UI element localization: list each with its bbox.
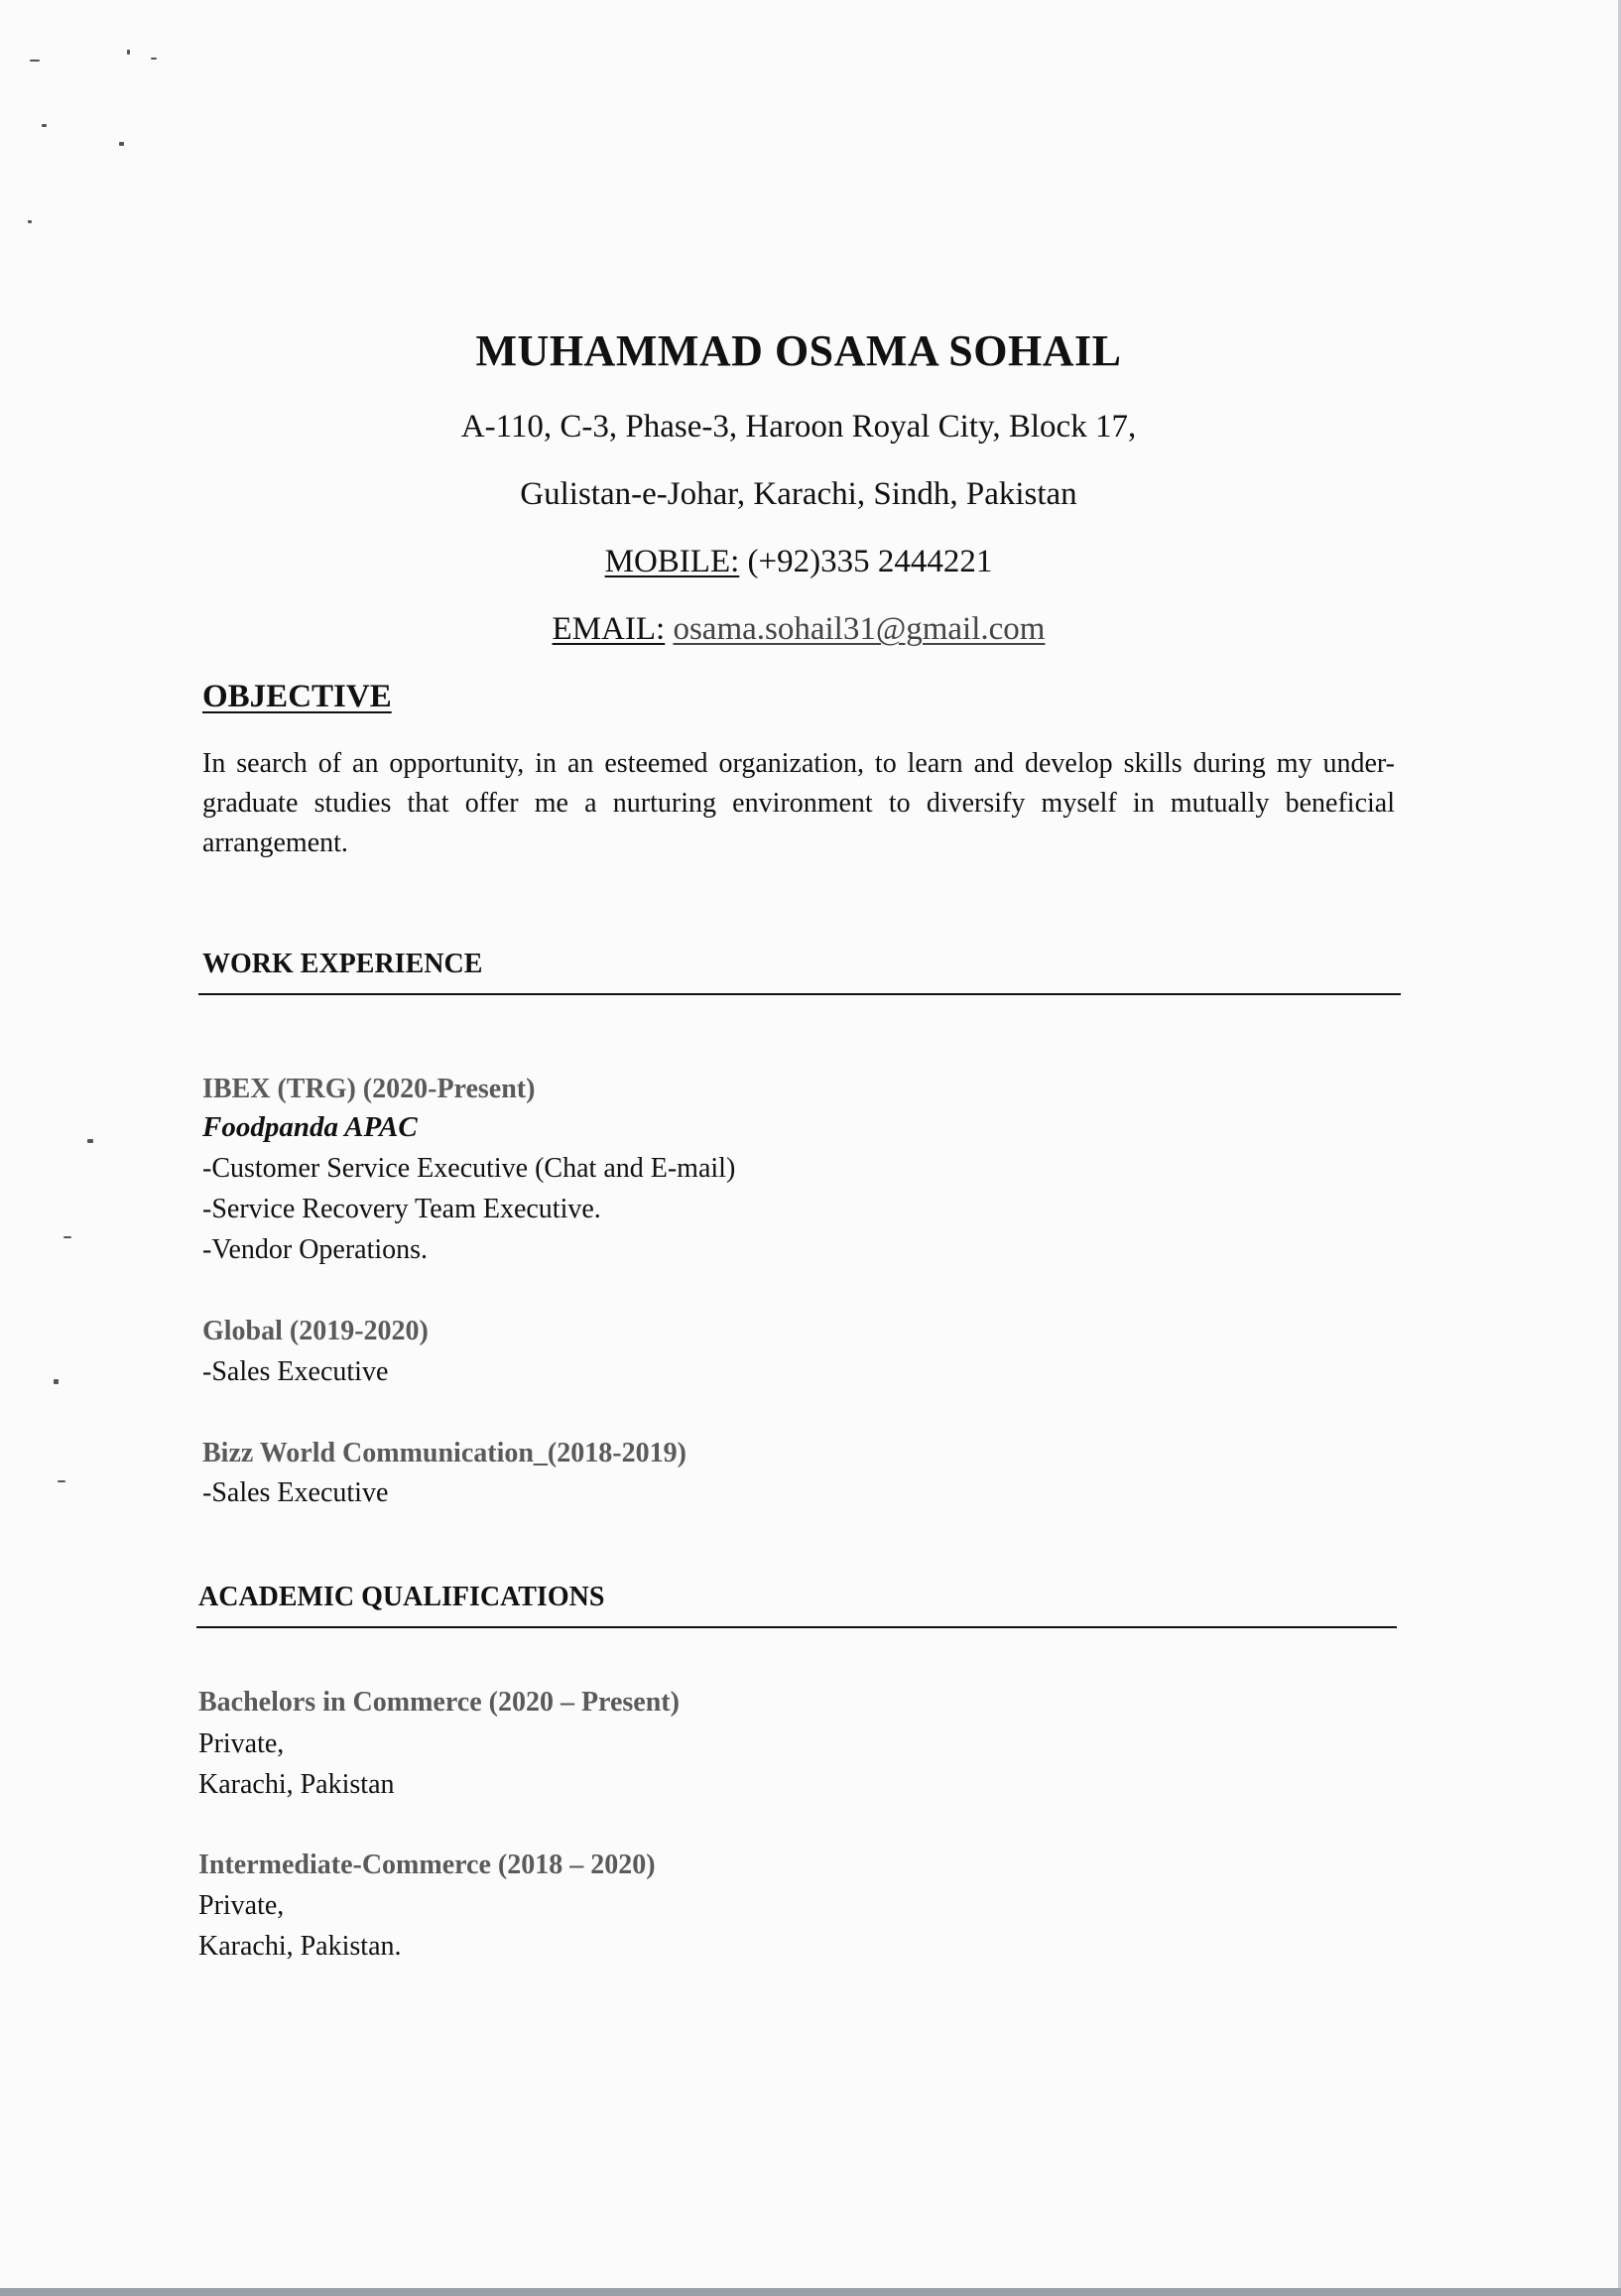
qualification-line: Private,: [198, 1890, 285, 1921]
email-line: [0, 611, 1597, 648]
job-duty: -Service Recovery Team Executive.: [202, 1194, 601, 1224]
job-duty: -Sales Executive: [202, 1477, 389, 1508]
scan-speck: [58, 1480, 65, 1482]
job-duty: -Customer Service Executive (Chat and E-mail): [202, 1153, 736, 1184]
qualification-heading: Bachelors in Commerce (2020 – Present): [198, 1687, 680, 1718]
job-heading: Global (2019-2020): [202, 1316, 429, 1346]
scan-speck: [127, 50, 130, 55]
scan-speck: [87, 1139, 93, 1143]
scan-speck: [42, 124, 47, 127]
mobile-line: [0, 544, 1597, 580]
scan-bottom-border: [0, 2288, 1621, 2296]
scan-speck: [119, 142, 124, 146]
job-heading: Bizz World Communication_(2018-2019): [202, 1438, 686, 1468]
candidate-name: MUHAMMAD OSAMA SOHAIL: [475, 326, 1122, 375]
objective-text: In search of an opportunity, in an esteemed organization, to learn and develop skills during my under-graduate studies that offer me a nurturing environment to diversify myself in mutually beneficial arrangement.: [202, 748, 1395, 858]
section-divider: [198, 993, 1401, 995]
job-duty: -Sales Executive: [202, 1356, 389, 1387]
work-experience-heading: WORK EXPERIENCE: [202, 949, 483, 979]
scan-speck: [28, 220, 32, 223]
mobile-label: MOBILE:: [604, 544, 740, 579]
qualification-line: Karachi, Pakistan.: [198, 1931, 402, 1962]
email-link[interactable]: osama.sohail31@gmail.com: [673, 611, 1046, 647]
email-label: EMAIL:: [552, 611, 666, 647]
qualification-heading: Intermediate-Commerce (2018 – 2020): [198, 1850, 656, 1880]
section-divider: [196, 1626, 1397, 1628]
address-line-1: A-110, C-3, Phase-3, Haroon Royal City, Block 17,: [460, 409, 1137, 445]
qualification-line: Karachi, Pakistan: [198, 1769, 395, 1800]
mobile-value: (+92)335 2444221: [739, 544, 993, 579]
scan-speck: [151, 58, 157, 60]
academic-heading: ACADEMIC QUALIFICATIONS: [198, 1582, 605, 1612]
scan-speck: [54, 1379, 59, 1384]
job-client: Foodpanda APAC: [202, 1111, 418, 1143]
scan-speck: [63, 1236, 71, 1238]
scan-speck: [30, 60, 40, 62]
address-line-2: Gulistan-e-Johar, Karachi, Sindh, Pakistan: [520, 476, 1077, 512]
qualification-line: Private,: [198, 1728, 285, 1759]
objective-heading: OBJECTIVE: [202, 679, 392, 714]
job-heading: IBEX (TRG) (2020-Present): [202, 1074, 536, 1104]
job-duty: -Vendor Operations.: [202, 1234, 429, 1265]
